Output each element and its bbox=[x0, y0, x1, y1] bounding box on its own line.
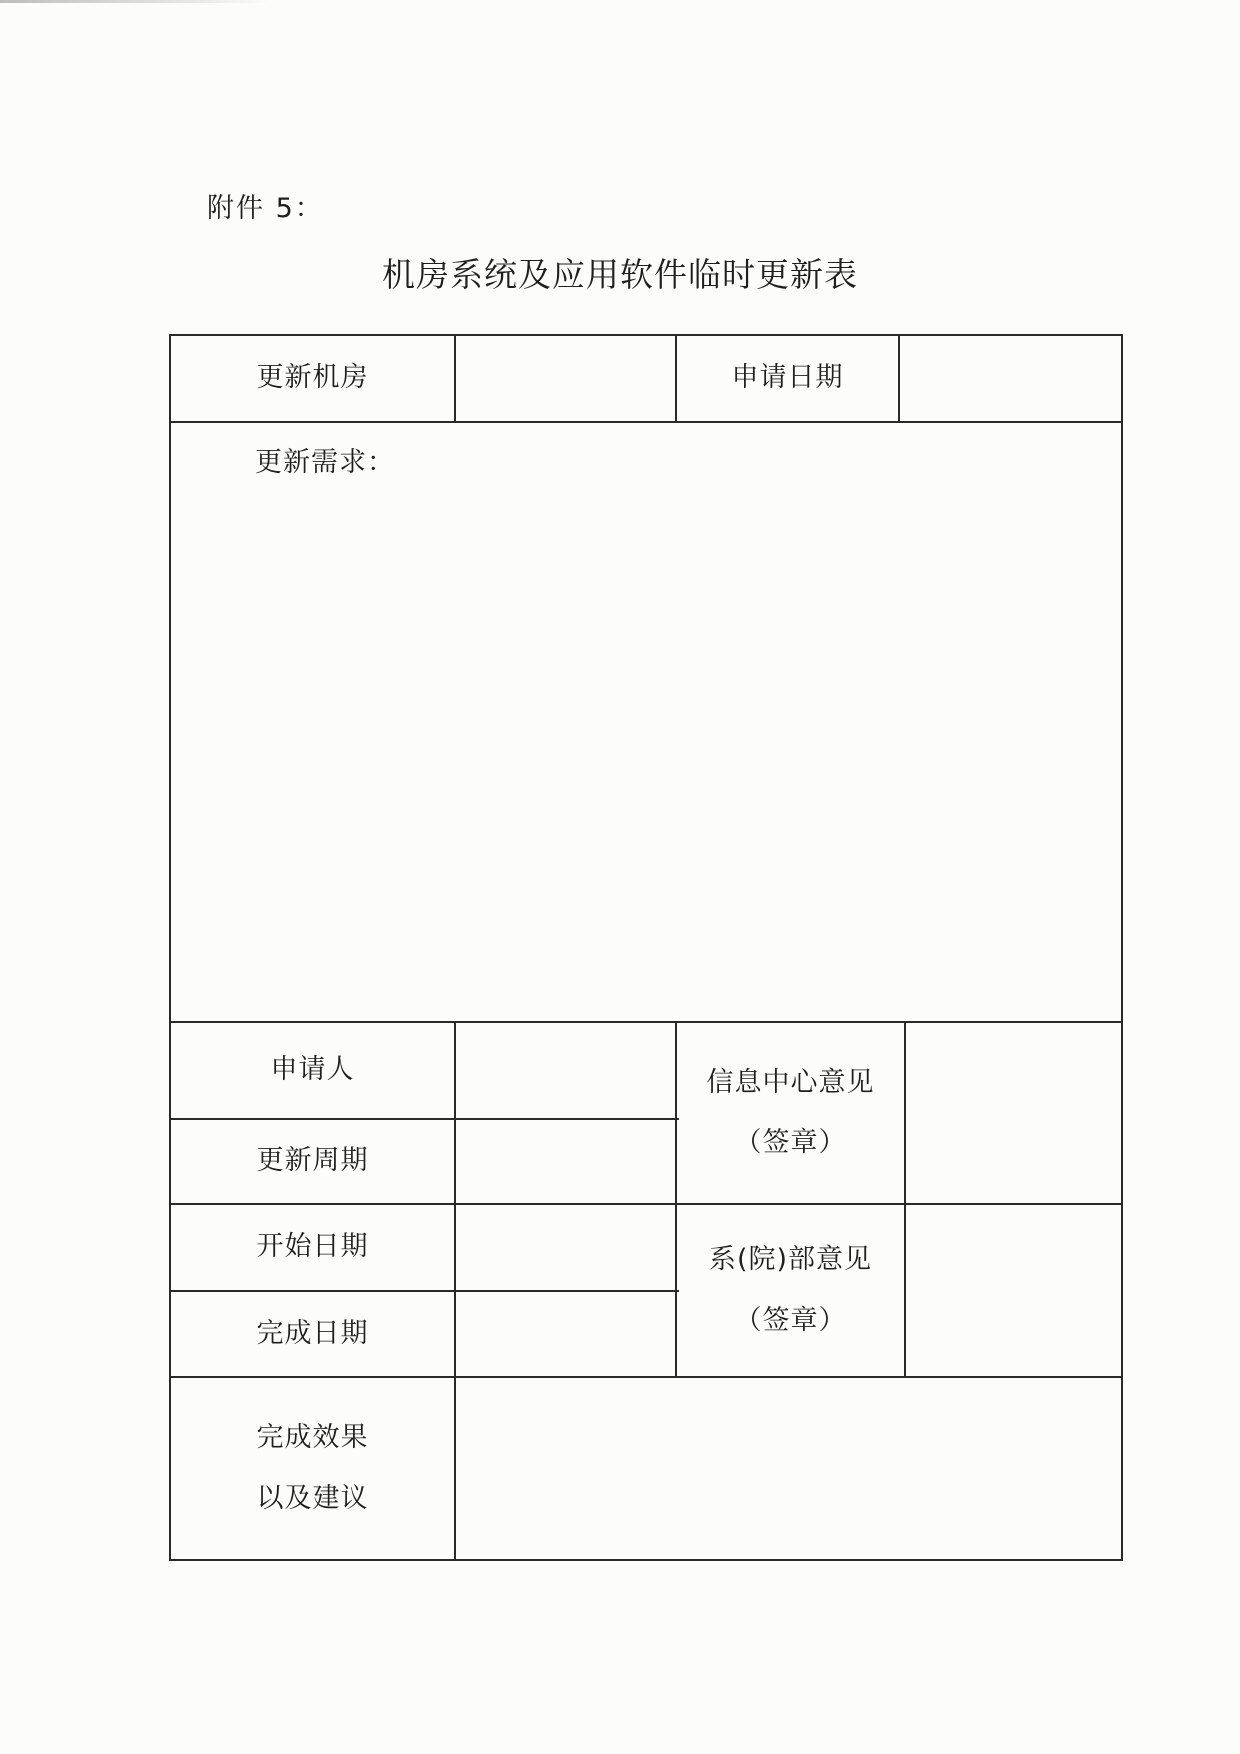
form-title: 机房系统及应用软件临时更新表 bbox=[382, 255, 858, 294]
info-center-opinion-field[interactable] bbox=[906, 1023, 1121, 1203]
apply-date-field[interactable] bbox=[900, 336, 1121, 421]
apply-date-label: 申请日期 bbox=[731, 362, 844, 394]
applicant-label: 申请人 bbox=[270, 1054, 355, 1086]
cycle-label: 更新周期 bbox=[256, 1145, 369, 1177]
finish-date-field[interactable] bbox=[456, 1292, 675, 1376]
dept-opinion-line1: 系(院)部意见 bbox=[708, 1244, 873, 1276]
update-request-form bbox=[169, 334, 1123, 1561]
applicant-field[interactable] bbox=[456, 1023, 675, 1118]
dept-opinion-line2: （签章） bbox=[734, 1304, 847, 1336]
result-label-line2: 以及建议 bbox=[256, 1482, 369, 1514]
room-label: 更新机房 bbox=[256, 362, 369, 394]
scan-edge-shadow bbox=[0, 0, 270, 3]
start-date-label: 开始日期 bbox=[256, 1231, 369, 1263]
attachment-label: 附件 5： bbox=[207, 193, 324, 224]
result-field[interactable] bbox=[456, 1378, 1121, 1559]
info-center-opinion-label bbox=[677, 1023, 904, 1203]
result-label bbox=[171, 1378, 454, 1559]
info-center-opinion-line1: 信息中心意见 bbox=[706, 1066, 875, 1098]
start-date-field[interactable] bbox=[456, 1205, 675, 1290]
dept-opinion-label bbox=[677, 1205, 904, 1376]
info-center-opinion-line2: （签章） bbox=[734, 1127, 847, 1158]
dept-opinion-field[interactable] bbox=[906, 1205, 1121, 1376]
result-label-line1: 完成效果 bbox=[256, 1422, 369, 1454]
finish-date-label: 完成日期 bbox=[256, 1317, 369, 1349]
needs-label: 更新需求： bbox=[255, 447, 395, 478]
room-field[interactable] bbox=[456, 336, 675, 421]
cycle-field[interactable] bbox=[456, 1120, 675, 1203]
needs-field[interactable] bbox=[171, 423, 1121, 1021]
